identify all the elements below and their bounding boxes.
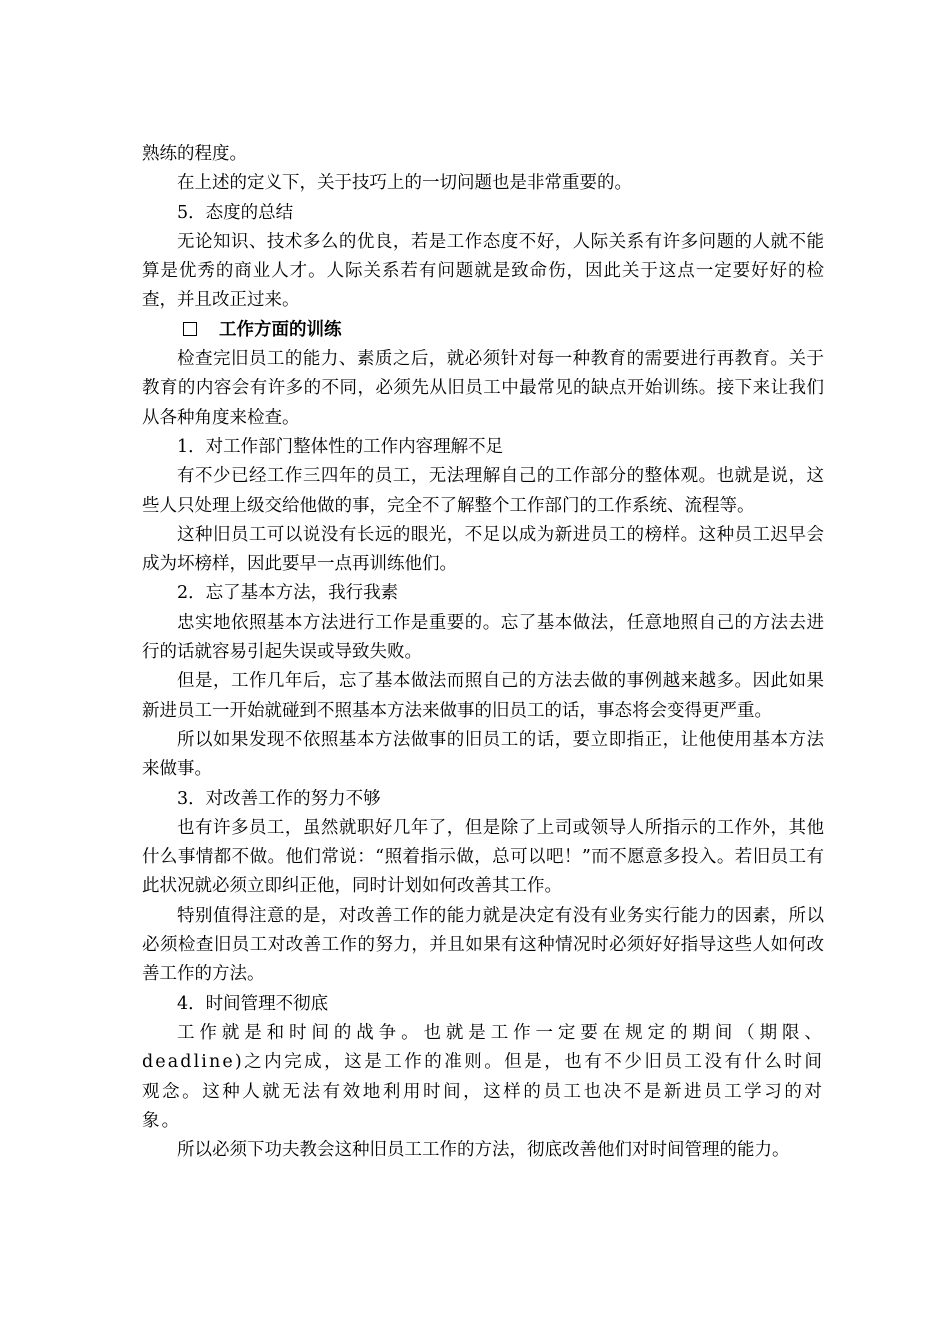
subheading: 5．态度的总结 xyxy=(177,202,294,223)
paragraph: 也有许多员工，虽然就职好几年了，但是除了上司或领导人所指示的工作外，其他什么事情都不做。他们常说：“照着指示做，总可以吧！”而不愿意多投入。若旧员工有此状况就必须立即纠正他，同时计划如何改善其工作。 xyxy=(142,817,824,897)
document-page xyxy=(142,140,824,1165)
paragraph: 所以如果发现不依照基本方法做事的旧员工的话，要立即指正，让他使用基本方法来做事。 xyxy=(142,729,824,780)
paragraph: 但是，工作几年后，忘了基本做法而照自己的方法去做的事例越来越多。因此如果新进员工一开始就碰到不照基本方法来做事的旧员工的话，事态将会变得更严重。 xyxy=(142,671,824,721)
paragraph: 这种旧员工可以说没有长远的眼光，不足以成为新进员工的榜样。这种员工迟早会成为坏榜样，因此要早一点再训练他们。 xyxy=(142,524,824,575)
subheading: 3．对改善工作的努力不够 xyxy=(177,788,381,809)
paragraph: 特别值得注意的是，对改善工作的能力就是决定有没有业务实行能力的因素，所以必须检查旧员工对改善工作的努力，并且如果有这种情况时必须好好指导这些人如何改善工作的方法。 xyxy=(142,905,824,985)
paragraph: 所以必须下功夫教会这种旧员工工作的方法，彻底改善他们对时间管理的能力。 xyxy=(177,1140,790,1161)
paragraph: 熟练的程度。 xyxy=(142,144,247,164)
paragraph: 无论知识、技术多么的优良，若是工作态度不好，人际关系有许多问题的人就不能算是优秀的商业人才。人际关系若有问题就是致命伤，因此关于这点一定要好好的检查，并且改正过来。 xyxy=(142,231,824,311)
subheading: 1．对工作部门整体性的工作内容理解不足 xyxy=(177,436,504,457)
section-heading xyxy=(142,316,824,345)
paragraph: 在上述的定义下，关于技巧上的一切问题也是非常重要的。 xyxy=(177,173,632,194)
paragraph: 忠实地依照基本方法进行工作是重要的。忘了基本做法，任意地照自己的方法去进行的话就容易引起失误或导致失败。 xyxy=(142,612,824,663)
subheading: 2．忘了基本方法，我行我素 xyxy=(177,583,399,604)
paragraph: 检查完旧员工的能力、素质之后，就必须针对每一种教育的需要进行再教育。关于教育的内容会有许多的不同，必须先从旧员工中最常见的缺点开始训练。接下来让我们从各种角度来检查。 xyxy=(142,349,824,428)
paragraph: 工作就是和时间的战争。也就是工作一定要在规定的期间（期限、deadline)之内完成，这是工作的准则。但是，也有不少旧员工没有什么时间观念。这种人就无法有效地利用时间，这样的员工也决不是新进员工学习的对象。 xyxy=(142,1022,824,1131)
paragraph: 有不少已经工作三四年的员工，无法理解自己的工作部分的整体观。也就是说，这些人只处理上级交给他做的事，完全不了解整个工作部门的工作系统、流程等。 xyxy=(142,466,824,516)
checkbox-square-icon xyxy=(183,322,197,336)
subheading: 4．时间管理不彻底 xyxy=(177,993,329,1014)
section-heading-text: 工作方面的训练 xyxy=(219,319,342,340)
